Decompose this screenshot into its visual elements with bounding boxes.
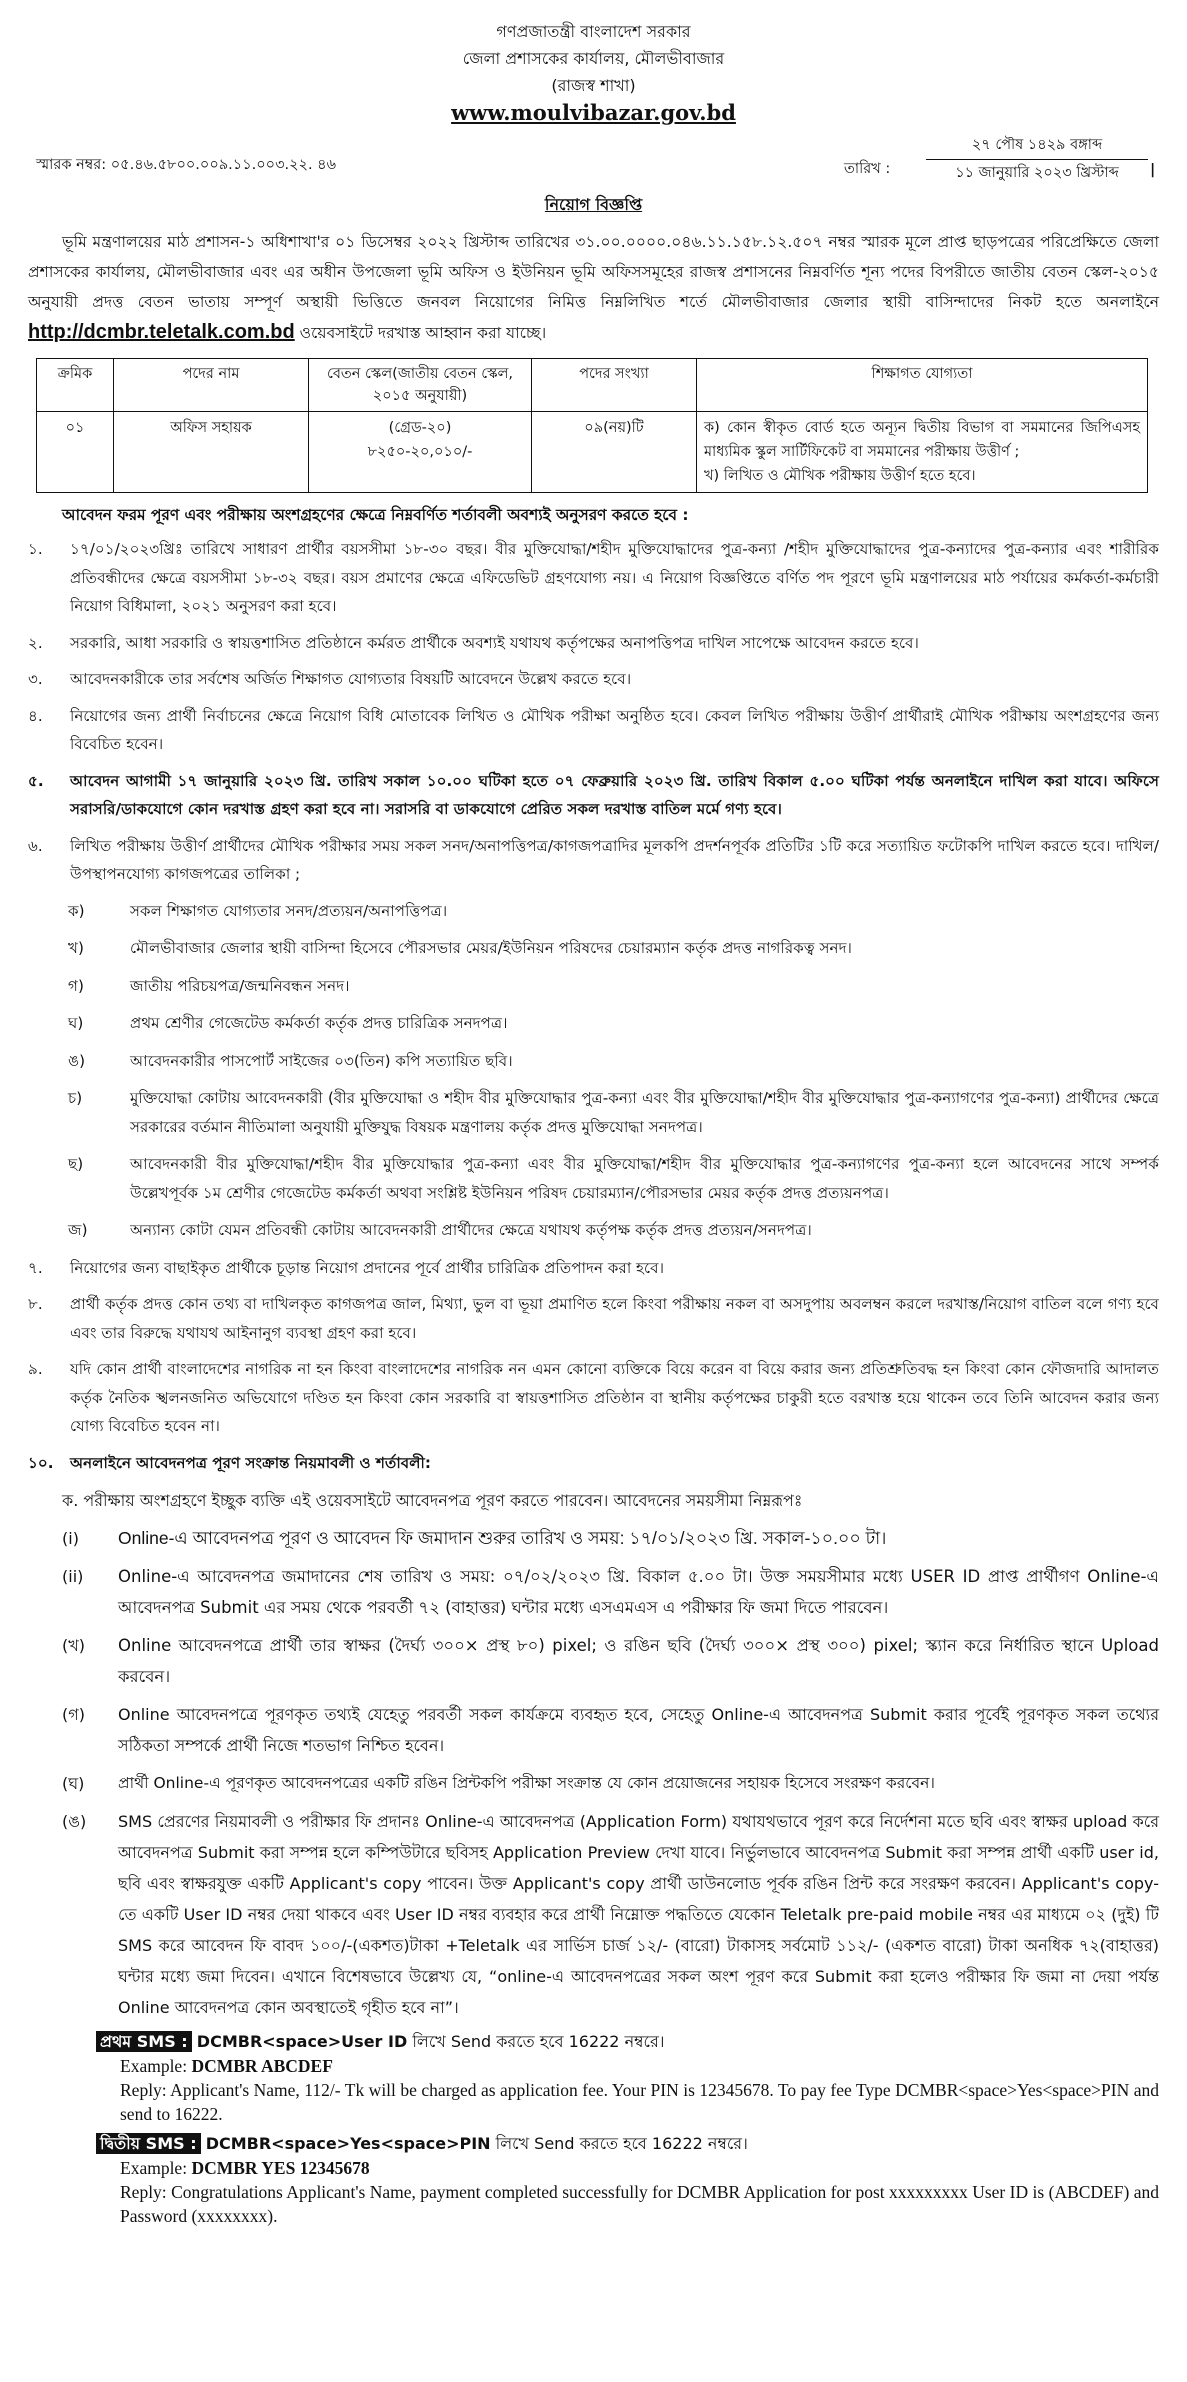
memo-number: স্মারক নম্বর: ০৫.৪৬.৫৮০০.০০৯.১১.০০৩.২২. ৪৬ <box>36 157 337 173</box>
doc-letter: ঘ) <box>68 1014 84 1032</box>
list-item <box>28 665 1159 694</box>
doc-text: আবেদনকারীর পাসপোর্ট সাইজের ০৩(তিন) কপি সত্যায়িত ছবি। <box>130 1051 513 1070</box>
online-rules <box>62 1485 1159 2023</box>
doc-text: অন্যান্য কোটা যেমন প্রতিবন্ধী কোটায় আবেদনকারী প্রার্থীদের ক্ষেত্রে যথাযথ কর্তৃপক্ষ কর্তৃক প্রদত্ত প্রত্যয়ন/সনদপত্র। <box>130 1221 812 1239</box>
doc-letter: ঙ) <box>68 1051 86 1070</box>
list-item <box>68 1150 1159 1207</box>
list-item <box>28 1355 1159 1441</box>
cell-scale <box>309 412 532 493</box>
clause-number: ৪. <box>28 706 43 725</box>
doc-letter: চ) <box>68 1089 83 1107</box>
list-item <box>68 1047 1159 1076</box>
col-count: পদের সংখ্যা <box>532 359 697 412</box>
cell-qualification <box>697 412 1148 493</box>
accuracy-rule: Online আবেদনপত্রে পূরণকৃত তথ্যই যেহেতু পরবর্তী সকল কার্যক্রমে ব্যবহৃত হবে, সেহেতু Online-এ আবেদনপত্র Submit করার পূর্বেই পূরণকৃত সকল তথ্যের সঠিকতা সম্পর্কে প্রার্থী নিজে শতভাগ নিশ্চিত হবেন। <box>118 1705 1159 1755</box>
table-row <box>37 412 1148 493</box>
doc-letter: ছ) <box>68 1155 84 1173</box>
sms-first-line <box>96 2030 1159 2054</box>
rule-number: (গ) <box>62 1705 85 1724</box>
doc-letter: ক) <box>68 901 85 920</box>
clause-number: ১. <box>28 540 43 558</box>
notice-title: নিয়োগ বিজ্ঞপ্তি <box>544 195 643 214</box>
list-item <box>62 1699 1159 1761</box>
col-scale: বেতন স্কেল(জাতীয় বেতন স্কেল, ২০১৫ অনুযায়ী) <box>309 359 532 412</box>
date-bangla: ২৭ পৌষ ১৪২৯ বঙ্গাব্দ <box>926 132 1148 160</box>
example-code: DCMBR YES 12345678 <box>191 2158 370 2178</box>
clause-text: নিয়োগের জন্য বাছাইকৃত প্রার্থীকে চূড়ান্ত নিয়োগ প্রদানের পূর্বে প্রার্থীর চারিত্রিক প্রতিপাদন করা হবে। <box>70 1258 665 1277</box>
clause-number: ৭. <box>28 1258 43 1277</box>
list-item <box>62 1561 1159 1623</box>
clause-text: নিয়োগের জন্য প্রার্থী নির্বাচনের ক্ষেত্রে নিয়োগ বিধি মোতাবেক লিখিত ও মৌখিক পরীক্ষা অনুষ্ঠিত হবে। কেবল লিখিত পরীক্ষায় উত্তীর্ণ প্রার্থীরাই মৌখিক পরীক্ষায় অংশগ্রহণের জন্য বিবেচিত হবেন। <box>70 706 1159 753</box>
vacancy-table <box>36 358 1148 493</box>
qualification-b: খ) লিখিত ও মৌখিক পরীক্ষায় উত্তীর্ণ হতে হবে। <box>704 468 976 484</box>
list-item <box>62 1806 1159 2023</box>
office-website[interactable]: www.moulvibazar.gov.bd <box>451 100 736 125</box>
start-date-rule: Online-এ আবেদনপত্র পূরণ ও আবেদন ফি জমাদান শুরুর তারিখ ও সময়: ১৭/০১/২০২৩ খ্রি. সকাল-১০.০০ টা। <box>118 1528 887 1548</box>
doc-text: জাতীয় পরিচয়পত্র/জন্মনিবন্ধন সনদ। <box>130 976 350 995</box>
list-item <box>28 702 1159 759</box>
example-code: DCMBR ABCDEF <box>191 2056 333 2076</box>
list-item <box>28 1254 1159 1283</box>
doc-text: মৌলভীবাজার জেলার স্থায়ী বাসিন্দা হিসেবে পৌরসভার মেয়র/ইউনিয়ন পরিষদের চেয়ারম্যান কর্তৃক প্রদত্ত নাগরিকত্ব সনদ। <box>130 939 852 957</box>
list-item <box>62 1485 1159 1516</box>
list-item <box>68 897 1159 926</box>
rule-number: (ii) <box>62 1567 84 1586</box>
doc-text: প্রথম শ্রেণীর গেজেটেড কর্মকর্তা কর্তৃক প্রদত্ত চারিত্রিক সনদপত্র। <box>130 1014 508 1032</box>
conditions-heading: আবেদন ফরম পূরণ এবং পরীক্ষায় অংশগ্রহণের ক্ষেত্রে নিম্নবর্ণিত শর্তাবলী অবশ্যই অনুসরণ করতে হবে : <box>62 506 689 524</box>
sms-second-line <box>96 2132 1159 2156</box>
doc-letter: গ) <box>68 976 84 995</box>
rule-number: (খ) <box>62 1636 85 1655</box>
clause-text: আবেদনকারীকে তার সর্বশেষ অর্জিত শিক্ষাগত যোগ্যতার বিষয়টি আবেদনে উল্লেখ করতে হবে। <box>70 670 632 688</box>
date-english: ১১ জানুয়ারি ২০২৩ খ্রিস্টাব্দ <box>955 165 1119 181</box>
cell-post: অফিস সহায়ক <box>114 412 309 493</box>
doc-text: মুক্তিযোদ্ধা কোটায় আবেদনকারী (বীর মুক্তিযোদ্ধা ও শহীদ বীর মুক্তিযোদ্ধার পুত্র-কন্যা এবং বীর মুক্তিযোদ্ধা/শহীদ বীর মুক্তিযোদ্ধার পুত্র-কন্যাগণের পুত্র-কন্যা) প্রার্থীদের ক্ষেত্রে সরকারের বর্তমান নীতিমালা অনুযায়ী মুক্তিযুদ্ধ বিষয়ক মন্ত্রণালয় কর্তৃক প্রদত্ত মুক্তিযোদ্ধা সনদপত্র। <box>130 1089 1159 1136</box>
sms-first-label: প্রথম SMS : <box>96 2031 192 2052</box>
list-item <box>28 1449 1159 1478</box>
clause-number: ৩. <box>28 670 43 688</box>
list-item <box>68 1084 1159 1141</box>
clause-number: ২. <box>28 633 43 652</box>
col-post: পদের নাম <box>114 359 309 412</box>
application-window-clause: আবেদন আগামী ১৭ জানুয়ারি ২০২৩ খ্রি. তারিখ সকাল ১০.০০ ঘটিকা হতে ০৭ ফেব্রুয়ারি ২০২৩ খ্রি. তারিখ বিকাল ৫.০০ ঘটিকা পর্যন্ত অনলাইনে দাখিল করা যাবে। অফিসে সরাসরি/ডাকযোগে কোন দরখাস্ত গ্রহণ করা হবে না। সরাসরি বা ডাকযোগে প্রেরিত সকল দরখাস্ত বাতিল মর্মে গণ্য হবে। <box>70 771 1159 818</box>
rule-number: (i) <box>62 1529 79 1548</box>
reference-row <box>28 126 1159 190</box>
list-item <box>28 767 1159 824</box>
upload-rule: Online আবেদনপত্রে প্রার্থী তার স্বাক্ষর (দৈর্ঘ্য ৩০০× প্রস্থ ৮০) pixel; ও রঙিন ছবি (দৈর্ঘ্য ৩০০× প্রস্থ ৩০০) pixel; স্ক্যান করে নির্ধারিত স্থানে Upload করবেন। <box>118 1636 1159 1686</box>
sms-first-example <box>120 2054 1159 2078</box>
pay-scale: ৮২৫০-২০,০১০/- <box>367 444 473 460</box>
clause-number: ১০. <box>28 1453 54 1472</box>
date-label: তারিখ : <box>844 161 891 177</box>
list-item <box>62 1630 1159 1692</box>
list-item <box>28 1290 1159 1347</box>
cell-count: ০৯(নয়)টি <box>532 412 697 493</box>
doc-text: আবেদনকারী বীর মুক্তিযোদ্ধা/শহীদ বীর মুক্তিযোদ্ধার পুত্র-কন্যা এবং বীর মুক্তিযোদ্ধা/শহীদ বীর মুক্তিযোদ্ধার পুত্র-কন্যাগণের পুত্র-কন্যা হলে আবেদনের সাথে সম্পর্ক উল্লেখপূর্বক ১ম শ্রেণীর গেজেটেড কর্মকর্তা অথবা সংশ্লিষ্ট ইউনিয়ন পরিষদ চেয়ারম্যান/পৌরসভার মেয়র কর্তৃক প্রদত্ত প্রত্যয়নপত্র। <box>130 1155 1159 1202</box>
example-label: Example: <box>120 2056 192 2076</box>
intro-text: ভূমি মন্ত্রণালয়ের মাঠ প্রশাসন-১ অধিশাখা'র ০১ ডিসেম্বর ২০২২ খ্রিস্টাব্দ তারিখের ৩১.০০.০০০০.০৪৬.১১.১৫৮.১২.৫০৭ নম্বর স্মারক মূলে প্রাপ্ত ছাড়পত্রের পরিপ্রেক্ষিতে জেলা প্রশাসকের কার্যালয়, মৌলভীবাজার এবং এর অধীন উপজেলা ভূমি অফিস ও ইউনিয়ন ভূমি অফিসসমূহের রাজস্ব প্রশাসনের নিম্নবর্ণিত শূন্য পদের বিপরীতে জাতীয় বেতন স্কেল-২০১৫ অনুযায়ী প্রদত্ত বেতন ভাতায় সম্পূর্ণ অস্থায়ী ভিত্তিতে জনবল নিয়োগের নিমিত্ত নিম্নলিখিত শর্তে মৌলভীবাজার জেলার স্থায়ী বাসিন্দাদের নিকট হতে অনলাইনে <box>28 233 1159 311</box>
printout-rule: প্রার্থী Online-এ পূরণকৃত আবেদনপত্রের একটি রঙিন প্রিন্টকপি পরীক্ষা সংক্রান্ত যে কোন প্রয়োজনের সহায়ক হিসেবে সংরক্ষণ করবেন। <box>118 1774 935 1792</box>
example-label: Example: <box>120 2158 192 2178</box>
documents-list <box>28 897 1159 1245</box>
list-item <box>28 629 1159 658</box>
sms-second-command: DCMBR<space>Yes<space>PIN <box>205 2134 491 2153</box>
government-name: গণপ্রজাতন্ত্রী বাংলাদেশ সরকার <box>496 22 691 41</box>
branch-name: (রাজস্ব শাখা) <box>551 76 636 95</box>
conditions-list <box>28 535 1159 1477</box>
sms-first-block <box>96 2030 1159 2126</box>
sms-first-instruction: লিখে Send করতে হবে 16222 নম্বরে। <box>407 2032 665 2051</box>
clause-number: ৫. <box>28 771 44 790</box>
list-item <box>28 832 1159 889</box>
doc-letter: খ) <box>68 939 84 957</box>
doc-letter: জ) <box>68 1221 88 1239</box>
qualification-a: ক) কোন স্বীকৃত বোর্ড হতে অন্যূন দ্বিতীয় বিভাগ বা সমমানের জিপিএসহ মাধ্যমিক স্কুল সার্টিফিকেট বা সমমানের পরীক্ষায় উত্তীর্ণ ; <box>704 420 1140 460</box>
sms-fee-rule: SMS প্রেরণের নিয়মাবলী ও পরীক্ষার ফি প্রদানঃ Online-এ আবেদনপত্র (Application Form) যথাযথভাবে পূরণ করে নির্দেশনা মতে ছবি এবং স্বাক্ষর upload করে আবেদনপত্র Submit করা সম্পন্ন হলে কম্পিউটারে ছবিসহ Application Preview দেখা যাবে। নির্ভুলভাবে আবেদনপত্র Submit করা সম্পন্ন প্রার্থী একটি user id, ছবি এবং স্বাক্ষরযুক্ত একটি Applicant's copy পাবেন। উক্ত Applicant's copy প্রার্থী ডাউনলোড পূর্বক রঙিন প্রিন্ট করে সংরক্ষণ করবেন। Applicant's copy-তে একটি User ID নম্বর দেয়া থাকবে এবং User ID নম্বর ব্যবহার করে প্রার্থী নিম্নোক্ত পদ্ধতিতে যেকোন Teletalk pre-paid mobile নম্বর এর মাধ্যমে ০২ (দুই) টি SMS করে আবেদন ফি বাবদ ১০০/-(একশত)টাকা +Teletalk এর সার্ভিস চার্জ ১২/- (বারো) টাকাসহ সর্বমোট ১১২/- (একশত বারো) টাকা অনধিক ৭২(বাহাত্তর) ঘন্টার মধ্যে জমা দিবেন। এখানে বিশেষভাবে উল্লেখ্য যে, “online-এ আবেদনপত্রের সকল অংশ পূরণ করে Submit করা হলেও পরীক্ষার ফি জমা না দেয়া পর্যন্ত Online আবেদনপত্র কোন অবস্থাতেই গৃহীত হবে না”। <box>118 1812 1159 2017</box>
list-item <box>68 1216 1159 1245</box>
clause-number: ৮. <box>28 1295 43 1313</box>
list-item <box>68 934 1159 963</box>
list-item <box>28 535 1159 621</box>
list-item <box>62 1523 1159 1554</box>
col-serial: ক্রমিক <box>37 359 114 412</box>
date-end-mark: | <box>1150 162 1156 178</box>
table-header-row <box>37 359 1148 412</box>
list-item <box>62 1768 1159 1799</box>
col-qualification: শিক্ষাগত যোগ্যতা <box>697 359 1148 412</box>
list-item <box>68 1009 1159 1038</box>
pay-grade: (গ্রেড-২০) <box>388 420 452 436</box>
clause-text: সরকারি, আধা সরকারি ও স্বায়ত্তশাসিত প্রতিষ্ঠানে কর্মরত প্রার্থীকে অবশ্যই যথাযথ কর্তৃপক্ষের অনাপত্তিপত্র দাখিল সাপেক্ষে আবেদন করতে হবে। <box>70 633 919 652</box>
sms-first-reply: Reply: Applicant's Name, 112/- Tk will be charged as application fee. Your PIN is 12345678. To pay fee Type DCMBR<space>Yes<space>PIN and send to 16222. <box>120 2080 1159 2124</box>
clause-text: ১৭/০১/২০২৩খ্রিঃ তারিখে সাধারণ প্রার্থীর বয়সসীমা ১৮-৩০ বছর। বীর মুক্তিযোদ্ধা/শহীদ মুক্তিযোদ্ধাদের পুত্র-কন্যা /শহীদ মুক্তিযোদ্ধাদের পুত্র-কন্যাদের পুত্র-কন্যার এবং শারীরিক প্রতিবন্ধীদের ক্ষেত্রে বয়সসীমা ১৮-৩২ বছর। বয়স প্রমাণের ক্ষেত্রে এফিডেভিট গ্রহণযোগ্য নয়। এ নিয়োগ বিজ্ঞপ্তিতে বর্ণিত পদ পূরণে ভূমি মন্ত্রণালয়ের মাঠ পর্যায়ের কর্মকর্তা-কর্মচারী নিয়োগ বিধিমালা, ২০২১ অনুসরণ করা হবে। <box>70 540 1159 615</box>
clause-text: যদি কোন প্রার্থী বাংলাদেশের নাগরিক না হন কিংবা বাংলাদেশের নাগরিক নন এমন কোনো ব্যক্তিকে বিয়ে করেন বা বিয়ে করার জন্য প্রতিশ্রুতিবদ্ধ হন কিংবা কোন ফৌজদারি আদালত কর্তৃক নৈতিক স্খলনজনিত অভিযোগে দণ্ডিত হন কিংবা কোন সরকারি বা স্বায়ত্তশাসিত প্রতিষ্ঠান বা স্থানীয় কর্তৃপক্ষের চাকুরী হতে বরখাস্ত হয়ে থাকেন তবে তিনি আবেদন করার জন্য যোগ্য বিবেচিত হবেন না। <box>70 1360 1159 1435</box>
sms-first-command: DCMBR<space>User ID <box>196 2032 408 2051</box>
rule-number: (ঘ) <box>62 1774 85 1793</box>
intro-tail: ওয়েবসাইটে দরখাস্ত আহ্বান করা যাচ্ছে। <box>294 324 547 342</box>
cell-serial: ০১ <box>37 412 114 493</box>
doc-text: সকল শিক্ষাগত যোগ্যতার সনদ/প্রত্যয়ন/অনাপত্তিপত্র। <box>130 901 448 920</box>
letterhead <box>28 0 1159 126</box>
intro-paragraph <box>28 227 1159 348</box>
office-name: জেলা প্রশাসকের কার্যালয়, মৌলভীবাজার <box>462 49 725 68</box>
issue-dates <box>926 132 1148 187</box>
sms-second-label: দ্বিতীয় SMS : <box>96 2133 201 2154</box>
clause-text: প্রার্থী কর্তৃক প্রদত্ত কোন তথ্য বা দাখিলকৃত কাগজপত্র জাল, মিথ্যা, ভুল বা ভূয়া প্রমাণিত হলে কিংবা পরীক্ষায় নকল বা অসদুপায় অবলম্বন করলে দরখাস্ত/নিয়োগ বাতিল বলে গণ্য হবে এবং তার বিরুদ্ধে যথাযথ আইনানুগ ব্যবস্থা গ্রহণ করা হবে। <box>70 1295 1159 1342</box>
sms-second-example <box>120 2156 1159 2180</box>
application-website-link[interactable]: http://dcmbr.teletalk.com.bd <box>28 321 295 343</box>
clause-text: লিখিত পরীক্ষায় উত্তীর্ণ প্রার্থীদের মৌখিক পরীক্ষার সময় সকল সনদ/অনাপত্তিপত্র/কাগজপত্রাদির মূলকপি প্রদর্শনপূর্বক প্রতিটির ১টি করে সত্যায়িত ফটোকপি দাখিল করতে হবে। দাখিল/উপস্থাপনযোগ্য কাগজপত্রের তালিকা ; <box>70 836 1159 883</box>
sms-second-block <box>96 2132 1159 2228</box>
online-rules-heading: অনলাইনে আবেদনপত্র পূরণ সংক্রান্ত নিয়মাবলী ও শর্তাবলী: <box>70 1453 431 1472</box>
list-item <box>68 972 1159 1001</box>
clause-number: ৯. <box>28 1360 43 1378</box>
rule-number: (ঙ) <box>62 1812 87 1831</box>
end-date-rule: Online-এ আবেদনপত্র জমাদানের শেষ তারিখ ও সময়: ০৭/০২/২০২৩ খ্রি. বিকাল ৫.০০ টা। উক্ত সময়সীমার মধ্যে USER ID প্রাপ্ত প্রার্থীগণ Online-এ আবেদনপত্র Submit এর সময় থেকে পরবর্তী ৭২ (বাহাত্তর) ঘন্টার মধ্যে এসএমএস এ পরীক্ষার ফি জমা দিতে পারবেন। <box>118 1567 1159 1617</box>
sms-second-reply: Reply: Congratulations Applicant's Name, payment completed successfully for DCMBR Application for post xxxxxxxxx User ID is (ABCDEF) and Password (xxxxxxxx). <box>120 2182 1159 2226</box>
online-intro: ক. পরীক্ষায় অংশগ্রহণে ইচ্ছুক ব্যক্তি এই ওয়েবসাইটে আবেদনপত্র পূরণ করতে পারবেন। আবেদনের সময়সীমা নিম্নরূপঃ <box>62 1491 803 1510</box>
sms-second-instruction: লিখে Send করতে হবে 16222 নম্বরে। <box>490 2134 748 2153</box>
clause-number: ৬. <box>28 836 43 855</box>
